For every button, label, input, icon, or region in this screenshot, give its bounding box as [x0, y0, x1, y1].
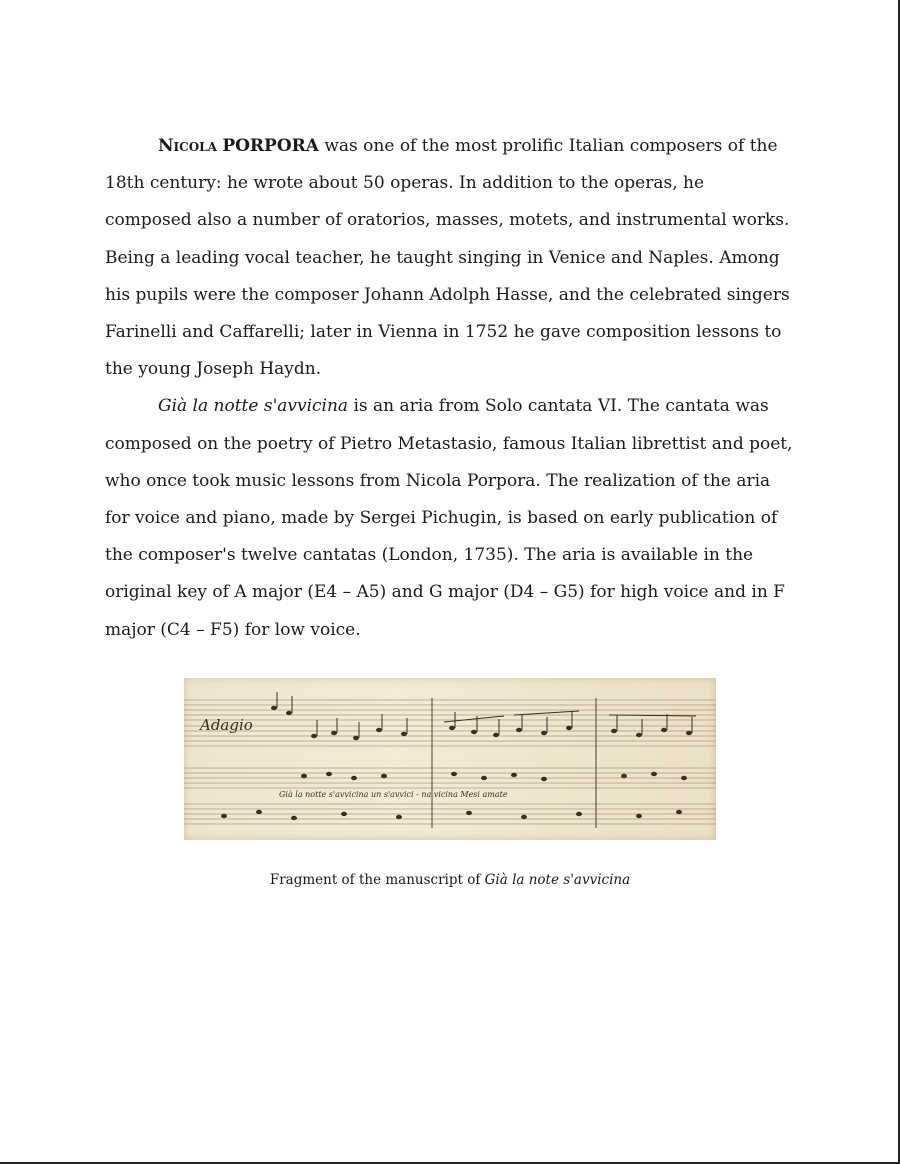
aria-title: Già la notte s'avvicina: [158, 396, 349, 417]
paragraph2-text: is an aria from Solo cantata VI. The cantata was composed on the poetry of Pietro Metastasio, famous Italian librettist and poet, who once took music lessons from Nicola Porpora. The realization of the aria for voice and piano, made by Sergei Pichugin, is based on early publication of the composer's twelve cantatas (London, 1735). The aria is available in the original key of A major (E4 – A5) and G major (D4 – G5) for high voice and in F major (C4 – F5) for low voice.: [105, 396, 793, 640]
staff-bass: [184, 804, 716, 824]
tempo-marking: Adagio: [200, 716, 253, 734]
manuscript-image: [184, 678, 716, 840]
caption-prefix: Fragment of the manuscript of: [269, 872, 485, 888]
manuscript-drawing: [184, 678, 716, 840]
staff-middle: [184, 768, 716, 788]
paragraph-aria-description: [105, 388, 795, 648]
body-text: [105, 128, 795, 649]
figure-caption: [0, 870, 900, 890]
paragraph1-text: was one of the most prolific Italian composers of the 18th century: he wrote about 50 operas. In addition to the operas, he composed also a number of oratorios, masses, motets, and instrumental works. Being a leading vocal teacher, he taught singing in Venice and Naples. Among his pupils were the composer Johann Adolph Hasse, and the celebrated singers Farinelli and Caffarelli; later in Vienna in 1752 he gave composition lessons to the young Joseph Haydn.: [105, 136, 790, 380]
bar-lines: [432, 698, 596, 828]
caption-title: Già la note s'avvicina: [484, 872, 631, 888]
notes: [221, 706, 692, 820]
staff-top: [184, 700, 716, 720]
composer-last-name: PORPORA: [222, 136, 319, 156]
paragraph-porpora-bio: [105, 128, 795, 388]
manuscript-lyrics: Già la notte s'avvicina un s'avvici - na vicina Mesi amate: [279, 790, 508, 799]
composer-first-name: Nicola: [158, 136, 217, 156]
